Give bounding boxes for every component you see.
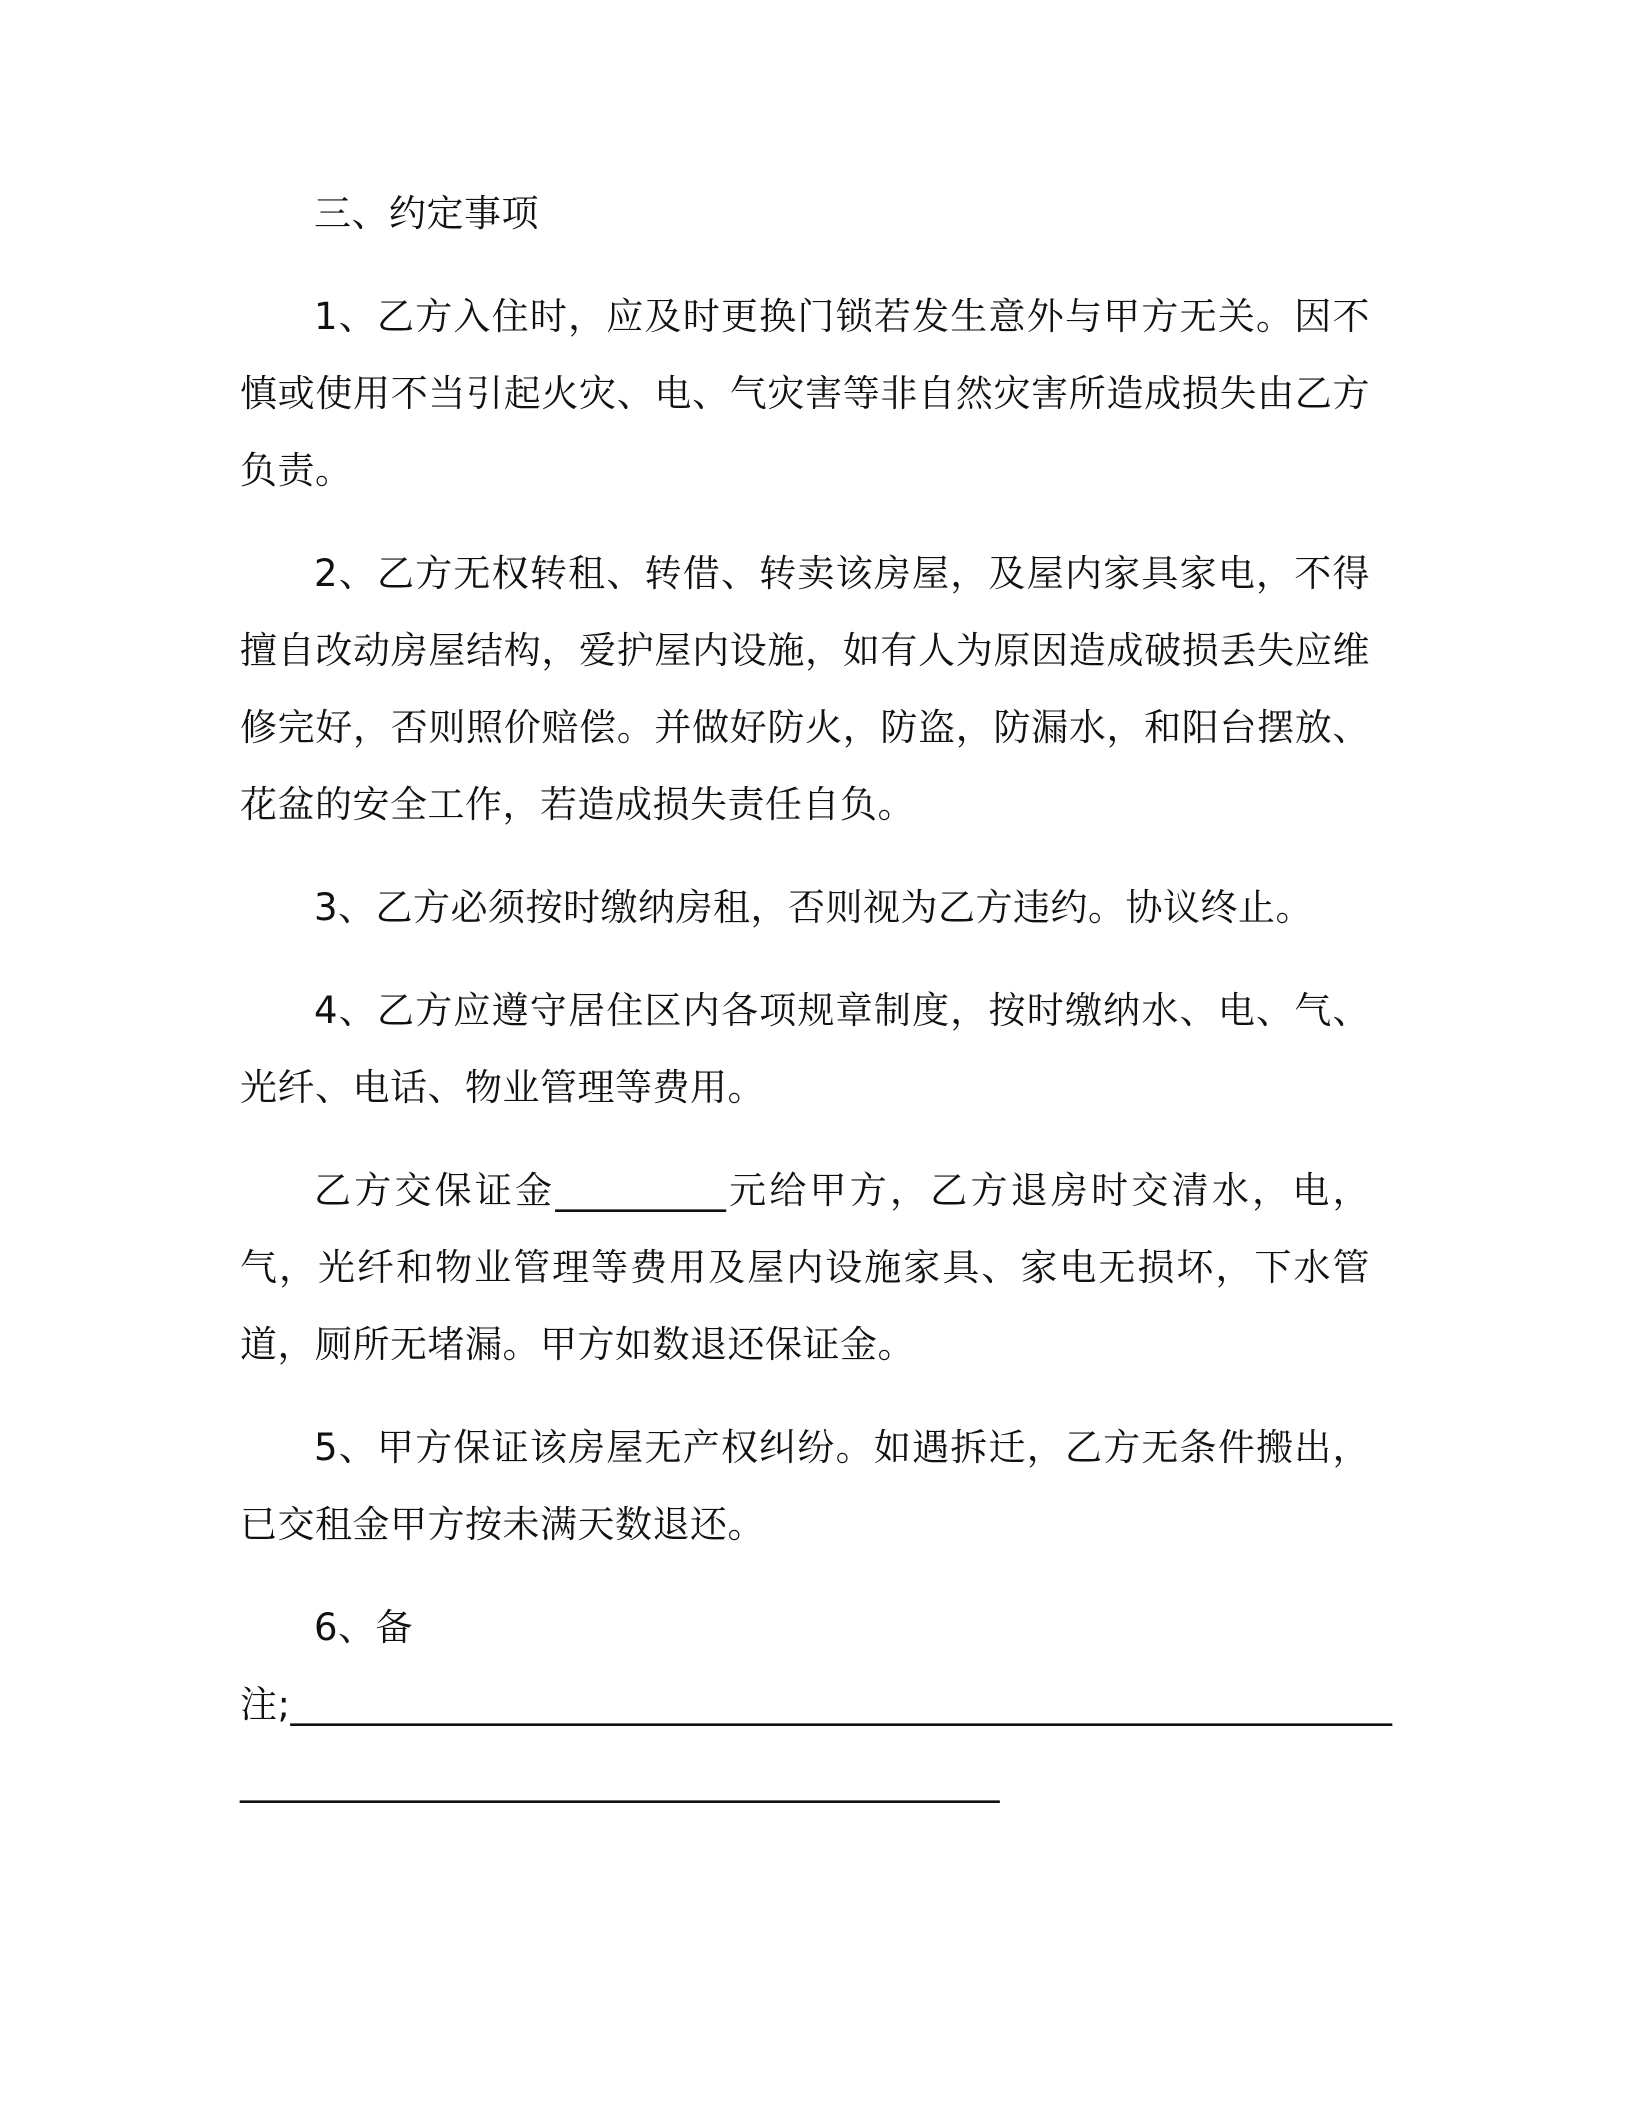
note-line-1: 注;__________________________________________________________ (240, 1683, 1393, 1726)
note-line-2: ________________________________________ (240, 1760, 1000, 1803)
clause-1: 1、乙方入住时，应及时更换门锁若发生意外与甲方无关。因不慎或使用不当引起火灾、电、气灾害等非自然灾害所造成损失由乙方负责。 (240, 295, 1370, 492)
document-body (240, 175, 1393, 1820)
deposit-paragraph: 乙方交保证金_________元给甲方，乙方退房时交清水，电，气，光纤和物业管理等费用及屋内设施家具、家电无损坏，下水管道，厕所无堵漏。甲方如数退还保证金。 (240, 1169, 1370, 1366)
clause-4: 4、乙方应遵守居住区内各项规章制度，按时缴纳水、电、气、光纤、电话、物业管理等费用。 (240, 989, 1370, 1109)
note-label: 6、备 (314, 1606, 414, 1649)
section-heading: 三、约定事项 (314, 192, 539, 235)
clause-5: 5、甲方保证该房屋无产权纠纷。如遇拆迁，乙方无条件搬出，已交租金甲方按未满天数退还。 (240, 1426, 1370, 1546)
clause-2: 2、乙方无权转租、转借、转卖该房屋，及屋内家具家电，不得擅自改动房屋结构，爱护屋内设施，如有人为原因造成破损丢失应维修完好，否则照价赔偿。并做好防火，防盗，防漏水，和阳台摆放、花盆的安全工作，若造成损失责任自负。 (240, 552, 1370, 826)
clause-3: 3、乙方必须按时缴纳房租，否则视为乙方违约。协议终止。 (314, 886, 1314, 929)
